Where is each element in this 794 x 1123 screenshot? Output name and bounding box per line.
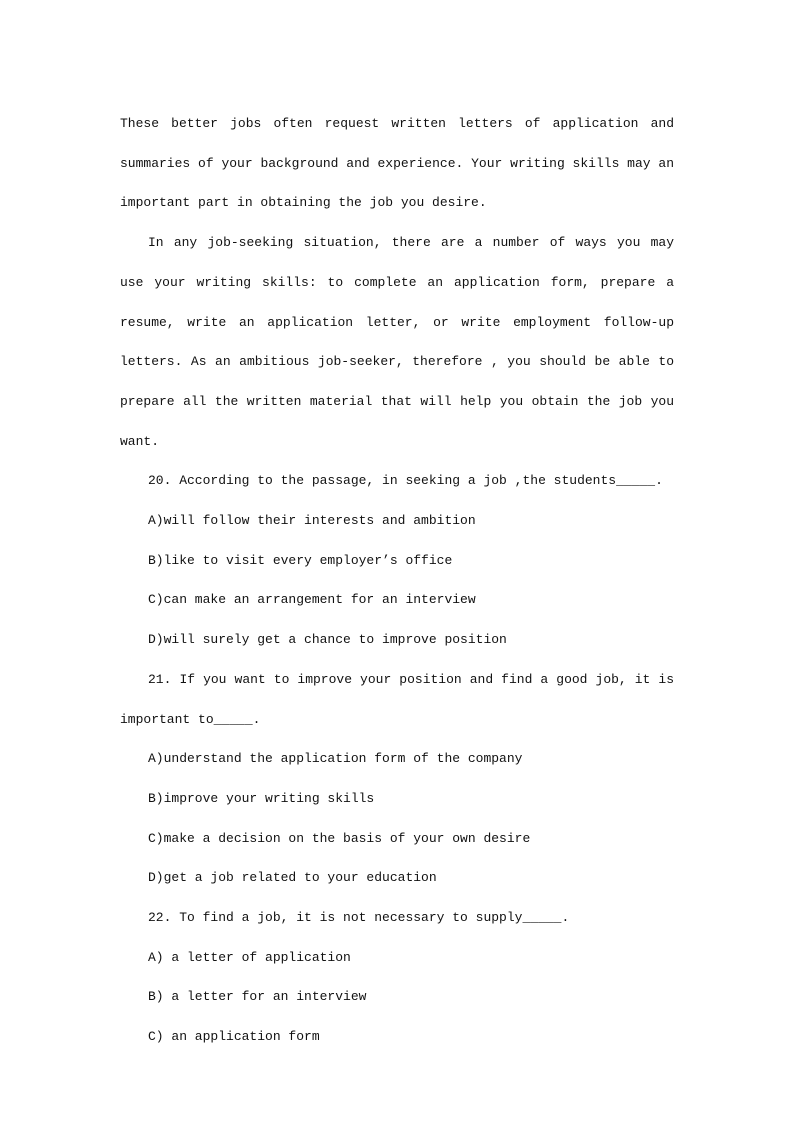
- passage-paragraph-1: These better jobs often request written letters of application and summaries of your background and experience. Your writing skills may an important part in obtaining the job you desire.: [120, 116, 674, 211]
- question-22-stem: 22. To find a job, it is not necessary to supply_____.: [148, 910, 570, 926]
- question-22-option-b: B) a letter for an interview: [148, 989, 367, 1005]
- question-21-option-a: A)understand the application form of the company: [148, 751, 523, 767]
- question-22-option-c: C) an application form: [148, 1029, 320, 1045]
- question-21-stem: 21. If you want to improve your position and find a good job, it is important to_____.: [120, 671, 674, 727]
- question-20-option-b: B)like to visit every employer’s office: [148, 552, 453, 568]
- document-body: [120, 104, 674, 1057]
- question-20-stem: 20. According to the passage, in seeking a job ,the students_____.: [148, 473, 663, 489]
- question-21-option-c: C)make a decision on the basis of your own desire: [148, 830, 531, 846]
- question-20-option-a: A)will follow their interests and ambition: [148, 513, 476, 529]
- question-21-option-b: B)improve your writing skills: [148, 790, 375, 806]
- question-21-option-d: D)get a job related to your education: [148, 870, 437, 886]
- question-20-option-c: C)can make an arrangement for an interview: [148, 592, 476, 608]
- passage-paragraph-2: In any job-seeking situation, there are a number of ways you may use your writing skills: to complete an application form, prepare a resume, write an application letter, or write employment follow-up letters. As an ambitious job-seeker, therefore , you should be able to prepare all the written material that will help you obtain the job you want.: [120, 235, 674, 449]
- question-22-option-a: A) a letter of application: [148, 949, 351, 965]
- question-20-option-d: D)will surely get a chance to improve position: [148, 632, 507, 648]
